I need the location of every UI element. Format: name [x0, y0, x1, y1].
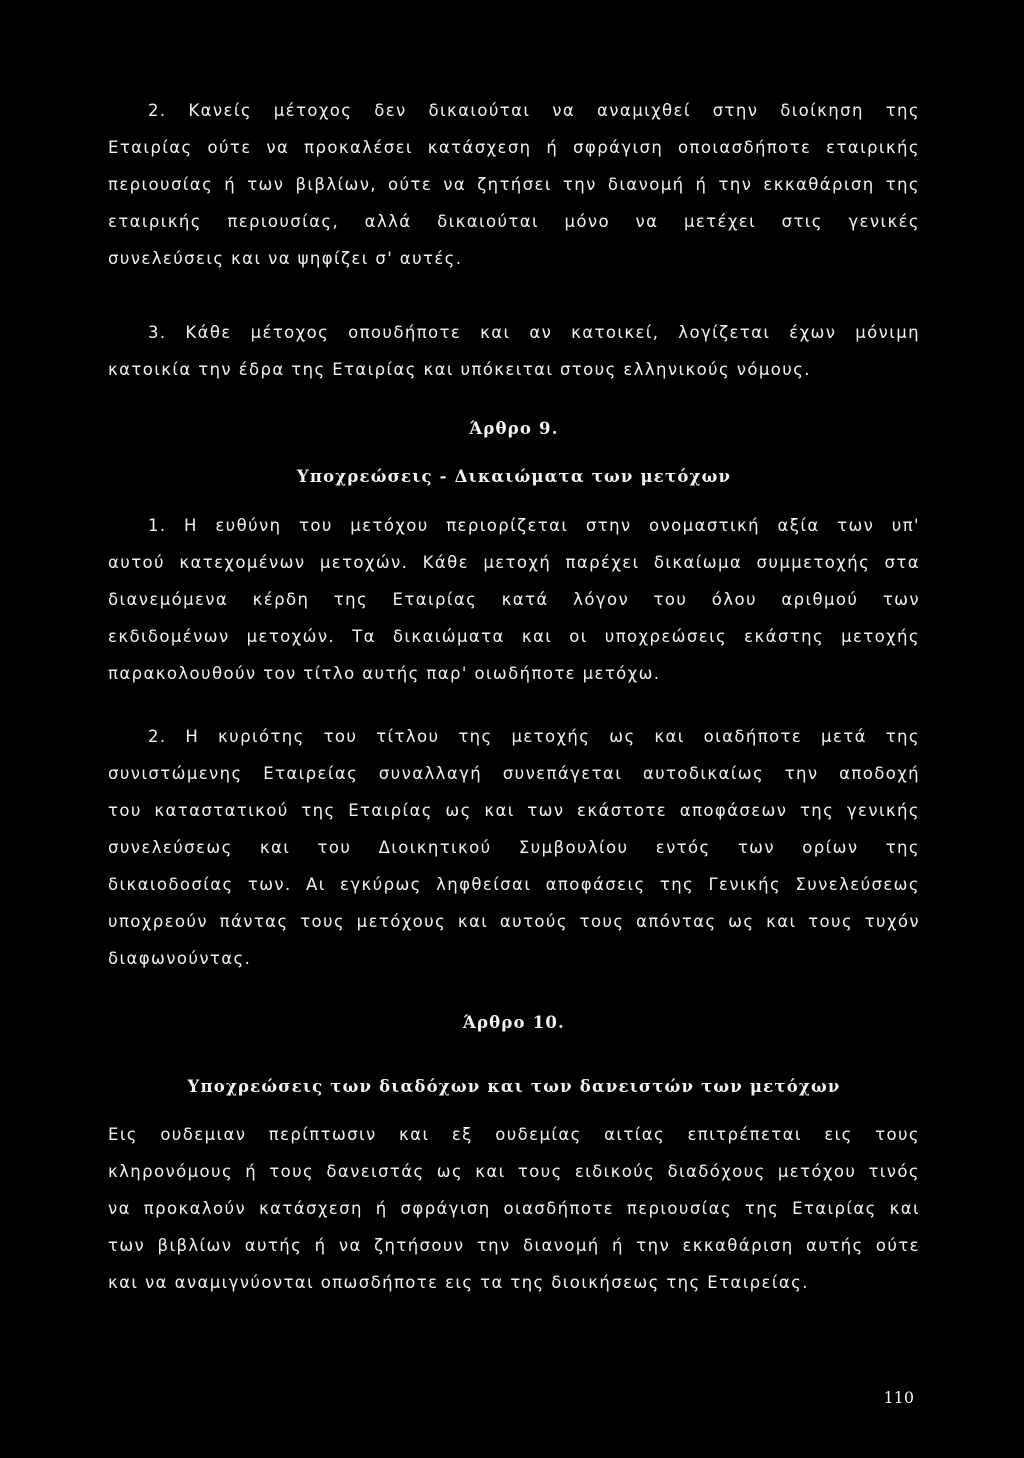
- paragraph-line: διαφωνούντας.: [108, 949, 252, 968]
- paragraph-line: περιουσίας ή των βιβλίων, ούτε να ζητήσει την διανομή ή την εκκαθάριση της: [108, 175, 920, 194]
- article-10-title: Άρθρο 10.: [462, 1013, 565, 1032]
- paragraph-line: εκδιδομένων μετοχών. Τα δικαιώματα και οι υποχρεώσεις εκάστης μετοχής: [108, 627, 920, 646]
- paragraph-line: 2. Η κυριότης του τίτλου της μετοχής ως και οιαδήποτε μετά της: [148, 727, 920, 746]
- paragraph-line: να προκαλούν κατάσχεση ή σφράγιση οιασδήποτε περιουσίας της Εταιρίας και: [108, 1199, 920, 1218]
- paragraph-line: 2. Κανείς μέτοχος δεν δικαιούται να αναμιχθεί στην διοίκηση της: [148, 101, 920, 120]
- article-9-subtitle: Υποχρεώσεις - Δικαιώματα των μετόχων: [296, 467, 732, 486]
- paragraph-line: αυτού κατεχομένων μετοχών. Κάθε μετοχή παρέχει δικαίωμα συμμετοχής στα: [108, 553, 920, 572]
- paragraph-line: 3. Κάθε μέτοχος οπουδήποτε και αν κατοικεί, λογίζεται έχων μόνιμη: [148, 323, 920, 342]
- paragraph-line: κατοικία την έδρα της Εταιρίας και υπόκειται στους ελληνικούς νόμους.: [108, 360, 811, 379]
- paragraph-line: συνελεύσεως και του Διοικητικού Συμβουλίου εντός των ορίων της: [108, 838, 920, 857]
- article-9-title: Άρθρο 9.: [469, 419, 559, 438]
- paragraph-line: παρακολουθούν τον τίτλο αυτής παρ' οιωδήποτε μετόχω.: [108, 664, 661, 683]
- paragraph-line: συνελεύσεις και να ψηφίζει σ' αυτές.: [108, 249, 463, 268]
- paragraph-line: κληρονόμους ή τους δανειστάς ως και τους ειδικούς διαδόχους μετόχου τινός: [108, 1162, 920, 1181]
- paragraph-line: 1. Η ευθύνη του μετόχου περιορίζεται στην ονομαστική αξία των υπ': [148, 516, 920, 535]
- paragraph-line: συνιστώμενης Εταιρείας συναλλαγή συνεπάγεται αυτοδικαίως την αποδοχή: [108, 764, 920, 783]
- paragraph-line: του καταστατικού της Εταιρίας ως και των εκάστοτε αποφάσεων της γενικής: [108, 801, 920, 820]
- article-10-subtitle: Υποχρεώσεις των διαδόχων και των δανειστών των μετόχων: [187, 1077, 841, 1096]
- page-number: 110: [883, 1388, 914, 1407]
- paragraph-line: των βιβλίων αυτής ή να ζητήσουν την διανομή ή την εκκαθάριση αυτής ούτε: [108, 1236, 920, 1255]
- paragraph-line: διανεμόμενα κέρδη της Εταιρίας κατά λόγον του όλου αριθμού των: [108, 590, 920, 609]
- paragraph-line: και να αναμιγνύονται οπωσδήποτε εις τα της διοικήσεως της Εταιρείας.: [108, 1273, 809, 1292]
- paragraph-line: Εταιρίας ούτε να προκαλέσει κατάσχεση ή σφράγιση οποιασδήποτε εταιρικής: [108, 138, 920, 157]
- paragraph-line: Εις ουδεμιαν περίπτωσιν και εξ ουδεμίας αιτίας επιτρέπεται εις τους: [108, 1125, 920, 1144]
- paragraph-line: υποχρεούν πάντας τους μετόχους και αυτούς τους απόντας ως και τους τυχόν: [108, 912, 920, 931]
- paragraph-line: δικαιοδοσίας των. Αι εγκύρως ληφθείσαι αποφάσεις της Γενικής Συνελεύσεως: [108, 875, 920, 894]
- paragraph-line: εταιρικής περιουσίας, αλλά δικαιούται μόνο να μετέχει στις γενικές: [108, 212, 920, 231]
